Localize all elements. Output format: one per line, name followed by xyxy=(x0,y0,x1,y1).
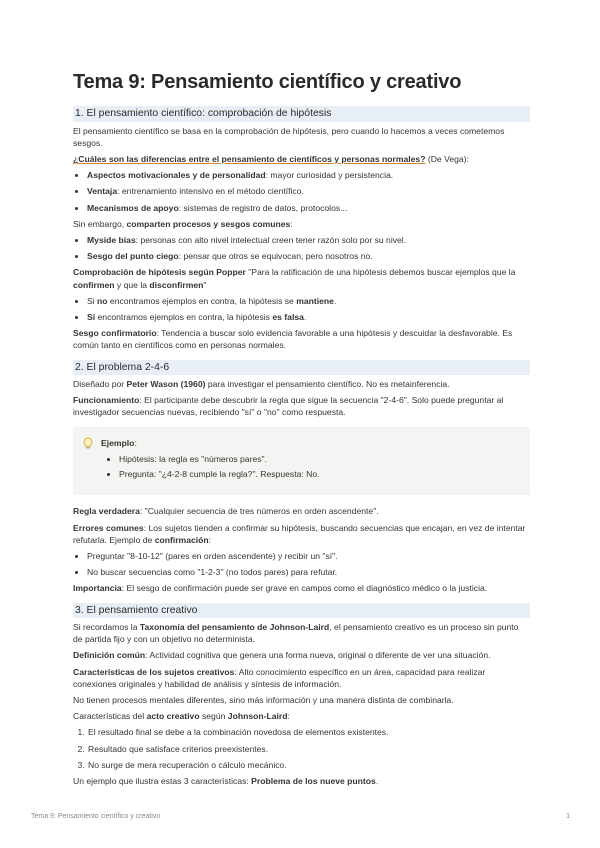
s1-intro: El pensamiento científico se basa en la comprobación de hipótesis, pero cuando lo hacemos a veces cometemos sesgos. xyxy=(73,125,505,148)
page-title: Tema 9: Pensamiento científico y creativo xyxy=(73,71,462,93)
s1-question: ¿Cuáles son las diferencias entre el pensamiento de científicos y personas normales? (De Vega): xyxy=(73,153,469,164)
list-item: • Mecanismos de apoyo: sistemas de registro de datos, protocolos... xyxy=(87,202,530,214)
s2-importancia: Importancia: El sesgo de confirmación puede ser grave en campos como el diagnóstico médico o la justicia. xyxy=(73,583,488,594)
list-item: • Si no encontramos ejemplos en contra, la hipótesis se mantiene. xyxy=(87,295,530,307)
list-item: • Myside bias: personas con alto nivel intelectual creen tener razón solo por su nivel. xyxy=(87,234,530,246)
section-heading-2: 2. El problema 2-4-6 xyxy=(73,360,530,376)
list-item: • Si encontramos ejemplos en contra, la hipótesis es falsa. xyxy=(87,311,530,323)
section-heading-1: 1. El pensamiento científico: comprobación de hipótesis xyxy=(73,106,530,122)
s3-definicion: Definición común: Actividad cognitiva que genera una forma nueva, original o diferente de ver una situación. xyxy=(73,650,491,661)
list-item: • Sesgo del punto ciego: pensar que otros se equivocan, pero nosotros no. xyxy=(87,250,530,262)
footer-title: Tema 9: Pensamiento científico y creativo xyxy=(31,813,161,820)
s3-acto-list xyxy=(73,726,530,771)
s1-shared: Sin embargo, comparten procesos y sesgos comunes: xyxy=(73,218,293,229)
callout-list xyxy=(101,453,320,480)
s3-acto: Características del acto creativo según Johnson-Laird: xyxy=(73,711,290,722)
callout-title: Ejemplo xyxy=(101,437,135,448)
s3-p1: Si recordamos la Taxonomía del pensamiento de Johnson-Laird, el pensamiento creativo es un proceso sin punto de partida fijo y con un objetivo no determinista. xyxy=(73,622,519,645)
s3-caracteristicas: Características de los sujetos creativos: Alto conocimiento específico en un área, capacidad para realizar conexiones originales y habilidad de análisis y síntesis de información. xyxy=(73,666,486,689)
s2-regla: Regla verdadera: "Cualquier secuencia de tres números en orden ascendente". xyxy=(73,506,379,517)
list-item: 3. No surge de mera recuperación o cálculo mecánico. xyxy=(87,759,530,771)
s2-p2: Funcionamiento: El participante debe descubrir la regla que sigue la secuencia "2-4-6". Solo puede preguntar al investigador secuencias nuevas, recibiendo "sí" o "no" como respuesta. xyxy=(73,395,504,418)
s1-question-text: ¿Cuáles son las diferencias entre el pensamiento de científicos y personas normales? xyxy=(73,153,426,164)
section-heading-3: 3. El pensamiento creativo xyxy=(73,603,530,619)
list-item: • No buscar secuencias como "1-2-3" (no todos pares) para refutar. xyxy=(87,566,530,578)
page-footer xyxy=(31,812,570,822)
list-item: 1. El resultado final se debe a la combinación novedosa de elementos existentes. xyxy=(87,726,530,738)
s1-sesgo: Sesgo confirmatorio: Tendencia a buscar solo evidencia favorable a una hipótesis y descuidar la desfavorable. Es común tanto en científicos como en personas normales. xyxy=(73,328,513,351)
list-item: • Pregunta: "¿4-2-8 cumple la regla?". Respuesta: No. xyxy=(119,468,320,480)
s1-shared-list xyxy=(73,234,530,262)
s3-noproc: No tienen procesos mentales diferentes, sino más información y una manera distinta de combinarla. xyxy=(73,695,454,706)
s2-errores: Errores comunes: Los sujetos tienden a confirmar su hipótesis, buscando secuencias que encajan, en vez de intentar refutarla. Ejemplo de confirmación: xyxy=(73,522,526,545)
s1-diffs-list xyxy=(73,169,530,214)
s2-p1: Diseñado por Peter Wason (1960) para investigar el pensamiento científico. No es metainferencia. xyxy=(73,379,450,390)
s2-errores-list xyxy=(73,550,530,578)
list-item: • Preguntar "8-10-12" (pares en orden ascendente) y recibir un "sí". xyxy=(87,550,530,562)
document-page xyxy=(73,70,530,791)
s1-popper: Comprobación de hipótesis según Popper "Para la ratificación de una hipótesis debemos buscar ejemplos que la confirmen y que la disconfirmen" xyxy=(73,267,516,290)
callout-body: Ejemplo: • Hipótesis: la regla es "números pares". • Pregunta: "¿4-2-8 cumple la regla?". Respuesta: No. xyxy=(101,437,320,484)
s1-popper-list xyxy=(73,295,530,323)
list-item: • Ventaja: entrenamiento intensivo en el método científico. xyxy=(87,185,530,197)
lightbulb-icon xyxy=(83,437,95,484)
list-item: • Aspectos motivacionales y de personalidad: mayor curiosidad y persistencia. xyxy=(87,169,530,181)
example-callout xyxy=(73,427,530,496)
page-number: 1 xyxy=(566,813,570,820)
s3-ejemplo: Un ejemplo que ilustra estas 3 características: Problema de los nueve puntos. xyxy=(73,776,379,787)
list-item: • Hipótesis: la regla es "números pares". xyxy=(119,453,320,465)
list-item: 2. Resultado que satisface criterios preexistentes. xyxy=(87,743,530,755)
